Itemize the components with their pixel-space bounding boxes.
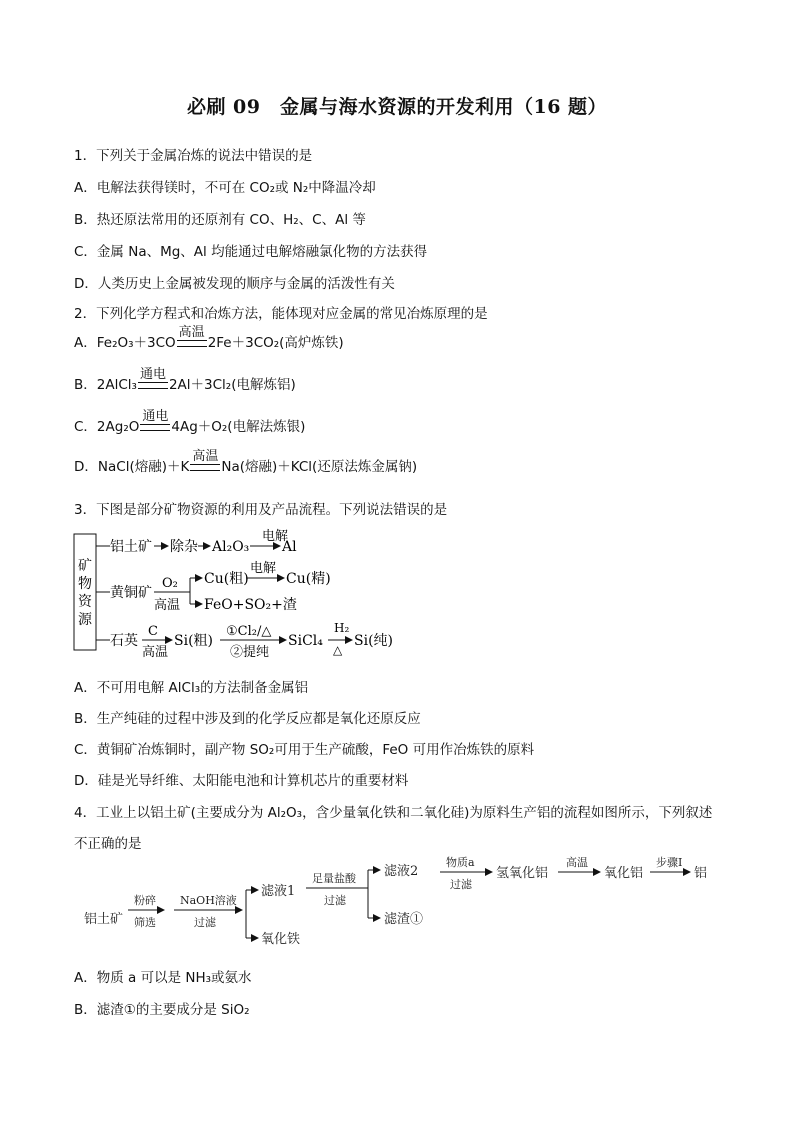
q4-s4-top: 物质a [446, 856, 475, 869]
q3-r3-cond2-top: ①Cl₂/△ [226, 624, 272, 639]
q3-r2-cond2: 电解 [250, 561, 277, 576]
q2-option-a [74, 326, 344, 351]
q3-r3-sicl4: SiCl₄ [288, 633, 323, 649]
q3-box-char-3: 资 [78, 594, 92, 610]
q1-option-c: C．金属 Na、Mg、Al 均能通过电解熔融氯化物的方法获得 [74, 244, 428, 260]
q1-option-a: A．电解法获得镁时，不可在 CO₂或 N₂中降温冷却 [74, 180, 376, 196]
q2-b-products: 2Al＋3Cl₂(电解炼铝) [168, 377, 296, 393]
q4-iron-oxide: 氧化铁 [261, 932, 301, 947]
q3-r1-alumina: Al₂O₃ [212, 539, 250, 555]
q3-option-b: B．生产纯硅的过程中涉及到的化学反应都是氧化还原反应 [74, 711, 421, 727]
q3-r2-cond-top: O₂ [162, 576, 178, 591]
q3-option-c: C．黄铜矿冶炼铜时，副产物 SO₂可用于生产硫酸，FeO 可用作冶炼铁的原料 [74, 742, 535, 758]
q4-start: 铝土矿 [84, 912, 124, 927]
q2-b-condition-arrow: 通电 [138, 368, 168, 393]
q3-r1-purify: 除杂 [170, 539, 198, 555]
q3-flow-diagram [70, 522, 393, 662]
q3-r3-cond-bottom: 高温 [142, 645, 169, 660]
q3-r3-si-crude: Si(粗) [174, 633, 213, 649]
q2-a-reactants: A．Fe₂O₃＋3CO [74, 335, 176, 351]
q4-s1-bottom: 筛选 [134, 916, 156, 929]
q3-r2-byproducts: FeO+SO₂+渣 [204, 597, 297, 613]
q1-stem: 1．下列关于金属冶炼的说法中错误的是 [74, 148, 313, 164]
q2-option-d [74, 450, 417, 475]
q1-option-b: B．热还原法常用的还原剂有 CO、H₂、C、Al 等 [74, 212, 366, 228]
q4-aluminum-hydroxide: 氢氧化铝 [496, 866, 549, 881]
q3-r1-al: Al [282, 539, 297, 555]
q2-a-products: 2Fe＋3CO₂(高炉炼铁) [207, 335, 344, 351]
q4-s4-bottom: 过滤 [450, 878, 472, 891]
page-title: 必刷 09 金属与海水资源的开发利用（16 题） [186, 96, 608, 118]
q3-r1-cond: 电解 [262, 529, 289, 544]
q1-option-d: D．人类历史上金属被发现的顺序与金属的活泼性有关 [74, 276, 395, 292]
q2-d-reactants: D．NaCl(熔融)＋K [74, 459, 190, 475]
q4-s2-bottom: 过滤 [194, 916, 216, 929]
q4-filtrate2: 滤液2 [384, 864, 419, 879]
q2-d-products: Na(熔融)＋KCl(还原法炼金属钠) [221, 459, 418, 475]
q2-d-condition-arrow: 高温 [190, 450, 220, 475]
q2-option-c [74, 410, 305, 435]
q4-s6-top: 步骤Ⅰ [656, 856, 683, 869]
q3-box-char-2: 物 [78, 576, 92, 592]
q3-r3-quartz: 石英 [110, 633, 138, 649]
q3-r2-cond-bottom: 高温 [154, 598, 181, 613]
q4-s3-bottom: 过滤 [324, 894, 346, 907]
q3-option-d: D．硅是光导纤维、太阳能电池和计算机芯片的重要材料 [74, 773, 409, 789]
q2-c-reactants: C．2Ag₂O [74, 419, 140, 435]
q2-stem: 2．下列化学方程式和冶炼方法，能体现对应金属的常见冶炼原理的是 [74, 306, 488, 322]
q3-r3-cond2-bottom: ②提纯 [230, 645, 270, 660]
q3-r2-cu-pure: Cu(精) [286, 571, 331, 587]
q3-box-char-4: 源 [78, 612, 92, 628]
q3-r2-cu-crude: Cu(粗) [204, 571, 249, 587]
q2-c-products: 4Ag＋O₂(电解法炼银) [171, 419, 306, 435]
q4-stem-line1: 4．工业上以铝土矿(主要成分为 Al₂O₃，含少量氧化铁和二氧化硅)为原料生产铝的流程如图所示，下列叙述 [74, 805, 713, 821]
q3-r1-bauxite: 铝土矿 [110, 539, 152, 555]
q2-a-condition-arrow: 高温 [177, 326, 207, 351]
q3-box-char-1: 矿 [78, 558, 92, 574]
q2-option-b [74, 368, 296, 393]
q3-r3-cond3-top: H₂ [334, 621, 350, 635]
q3-r3-si-pure: Si(纯) [354, 633, 393, 649]
q3-r2-chalcopyrite: 黄铜矿 [110, 585, 152, 601]
q3-source-box [74, 534, 96, 650]
q4-stem-line2: 不正确的是 [74, 836, 142, 852]
q4-option-a: A．物质 a 可以是 NH₃或氨水 [74, 970, 252, 986]
q3-r3-cond3-bottom: △ [333, 643, 343, 657]
q2-c-condition-arrow: 通电 [140, 410, 170, 435]
q2-b-reactants: B．2AlCl₃ [74, 377, 137, 393]
q4-s1-top: 粉碎 [134, 894, 156, 907]
q4-aluminum: 铝 [694, 866, 708, 881]
q3-stem: 3．下图是部分矿物资源的利用及产品流程。下列说法错误的是 [74, 502, 448, 518]
q4-residue1: 滤渣① [384, 912, 424, 927]
q4-option-b: B．滤渣①的主要成分是 SiO₂ [74, 1002, 250, 1018]
q4-alumina: 氧化铝 [604, 866, 644, 881]
q4-s2-top: NaOH溶液 [180, 894, 237, 907]
q4-filtrate1: 滤液1 [261, 884, 296, 899]
q3-r3-cond-top: C [148, 624, 158, 639]
q4-flow-diagram [80, 856, 720, 956]
q4-s3-top: 足量盐酸 [312, 872, 356, 885]
q3-option-a: A．不可用电解 AlCl₃的方法制备金属铝 [74, 680, 309, 696]
q4-s5-top: 高温 [566, 856, 588, 869]
